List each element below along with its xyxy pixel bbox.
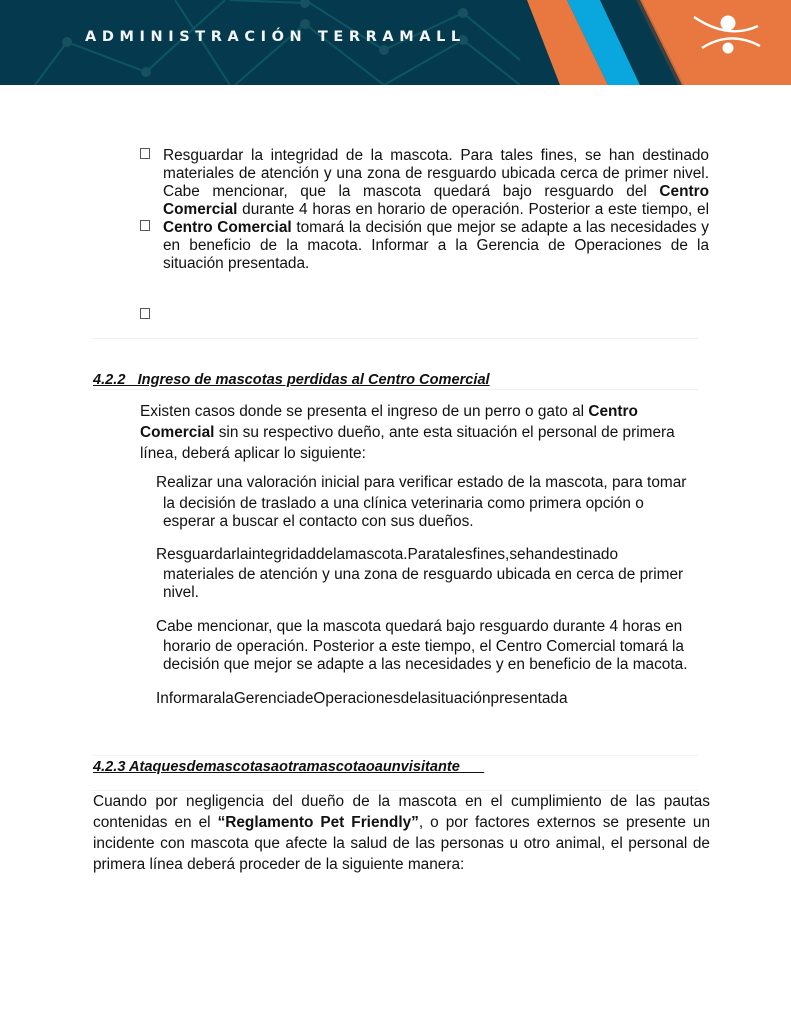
section-heading-4-2-2: 4.2.2 Ingreso de mascotas perdidas al Centro Comercial [93,372,490,388]
text-line: incidente con mascota que afecte la salud de las personas u otro animal, el personal de [93,835,710,852]
text-line: Centro Comercial tomará la decisión que mejor se adapte a las necesidades y [163,219,709,236]
divider [92,389,698,390]
section-heading-4-2-3: 4.2.3 Ataquesdemascotasaotramascotaoaunvisitante [93,759,485,775]
text-line: materiales de atención y una zona de resguardo ubicada cerca de primer nivel. [163,165,709,182]
text-line: en beneficio de la macota. Informar a la Gerencia de Operaciones de la [163,237,709,254]
text-line: Resguardar la integridad de la mascota. Para tales fines, se han destinado [163,147,709,164]
text-line: Comercial durante 4 horas en horario de operación. Posterior a este tiempo, el [163,201,709,218]
text-line: esperar a buscar el contacto con sus dueños. [163,513,474,530]
page-header-banner [0,0,791,85]
text-line: la decisión de traslado a una clínica veterinaria como primera opción o [163,495,644,512]
divider [92,755,698,756]
text-line: InformaralaGerenciadeOperacionesdelasituaciónpresentada [156,690,568,707]
divider [92,338,698,339]
text-line: Cuando por negligencia del dueño de la mascota en el cumplimiento de las pautas [93,793,710,810]
text-line: horario de operación. Posterior a este tiempo, el Centro Comercial tomará la [163,638,684,655]
text-line: contenidas en el “Reglamento Pet Friendly”, o por factores externos se presente un [93,814,711,831]
text-line: Cabe mencionar, que la mascota quedará bajo resguardo durante 4 horas en [156,618,683,635]
terramall-logo-icon [690,10,766,60]
missing-glyph-bullet-icon [140,308,150,319]
text-line: Existen casos donde se presenta el ingreso de un perro o gato al Centro [140,403,638,420]
text-line: materiales de atención y una zona de resguardo ubicada en cerca de primer [163,566,684,583]
header-title: ADMINISTRACIÓN TERRAMALL [85,29,466,45]
text-line: Resguardarlaintegridaddelamascota.Paratalesfines,sehandestinado [156,546,619,563]
text-line: Realizar una valoración inicial para verificar estado de la mascota, para tomar [156,474,687,491]
missing-glyph-bullet-icon [140,220,150,231]
text-line: línea, deberá aplicar lo siguiente: [140,445,366,462]
text-line: primera línea deberá proceder de la siguiente manera: [93,856,465,873]
divider [92,790,698,791]
text-line: situación presentada. [163,255,310,272]
text-line: decisión que mejor se adapte a las necesidades y en beneficio de la macota. [163,656,688,673]
missing-glyph-bullet-icon [140,148,150,159]
text-line: Cabe mencionar, que la mascota quedará bajo resguardo del Centro [163,183,709,200]
text-line: nivel. [163,584,199,601]
text-line: Comercial sin su respectivo dueño, ante esta situación el personal de primera [140,424,675,441]
